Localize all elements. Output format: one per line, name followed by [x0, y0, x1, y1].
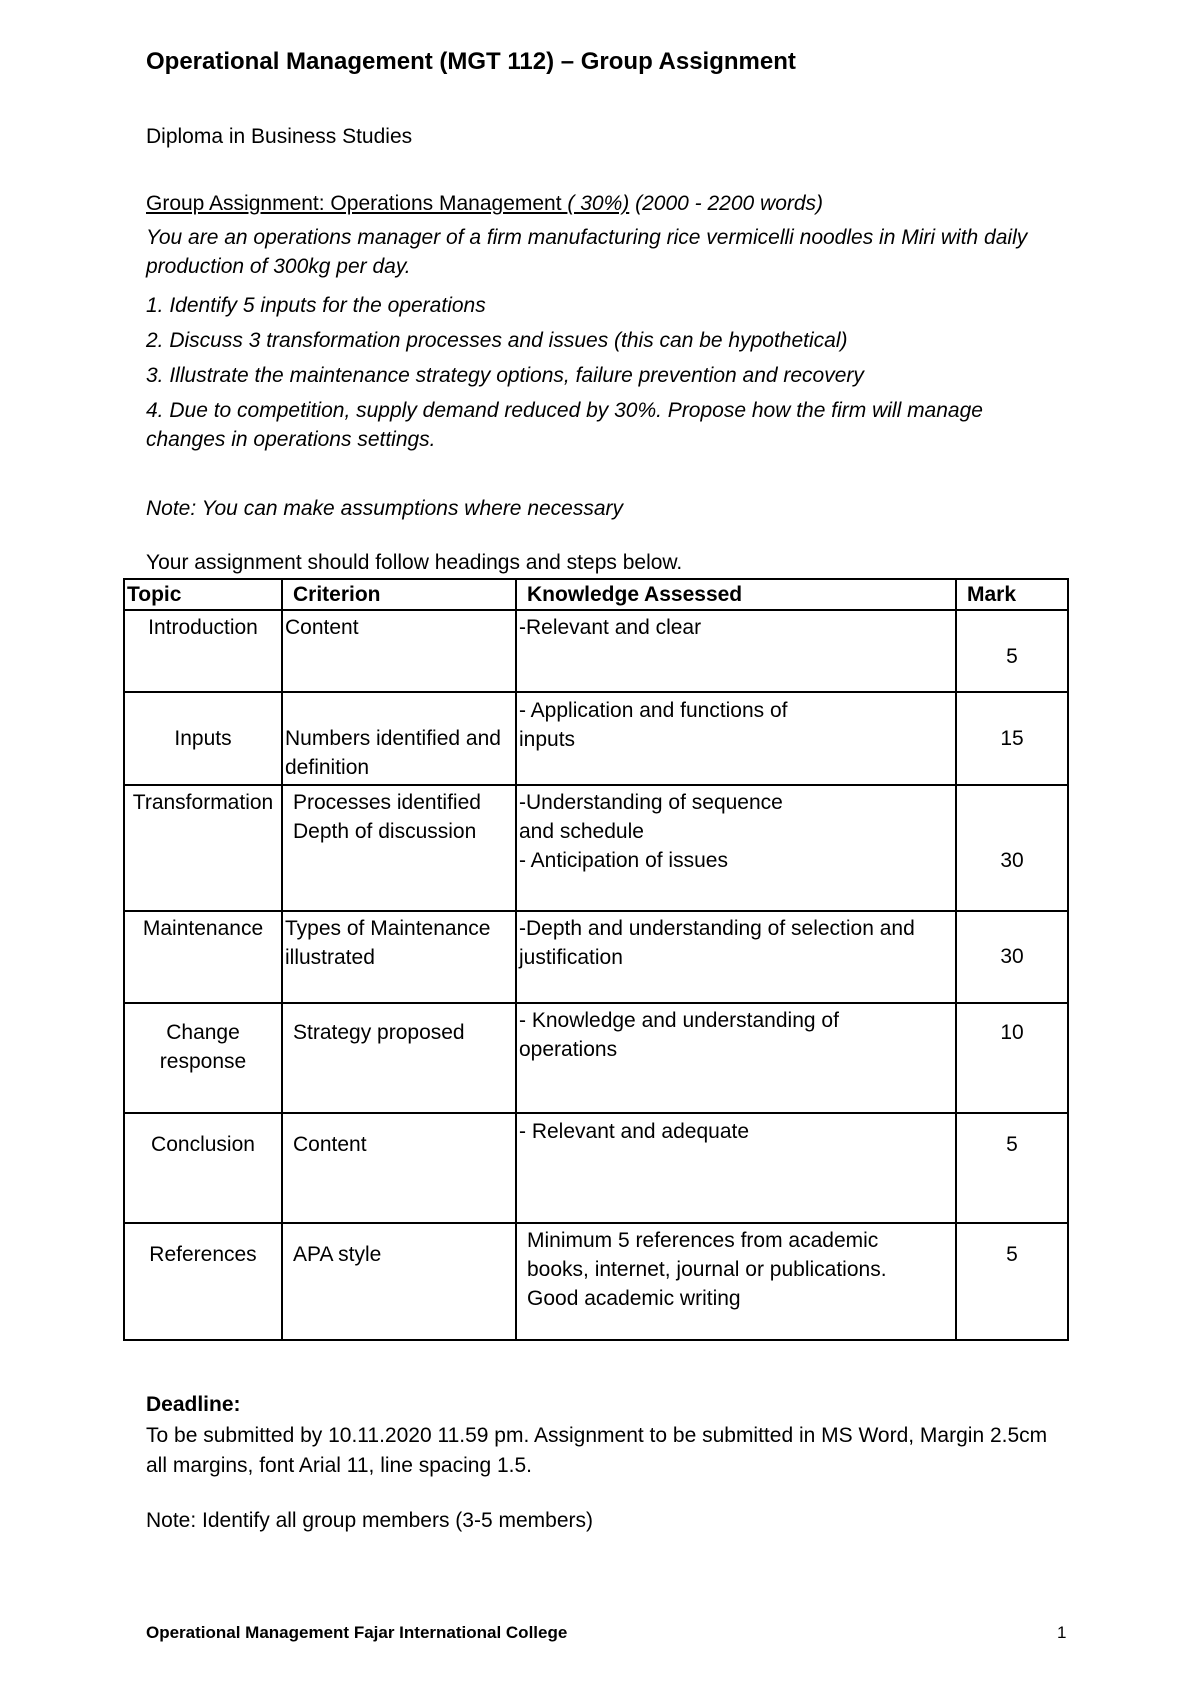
mark-cell [956, 911, 1068, 1003]
mark-value: 30 [1000, 849, 1024, 872]
knowledge-cell: - Application and functions of inputs [516, 692, 956, 785]
table-row [124, 1223, 1068, 1340]
assignment-heading-text: Group Assignment: Operations Management [146, 192, 568, 215]
knowledge-line: - Anticipation of issues [519, 849, 728, 872]
group-members-note: Note: Identify all group members (3-5 members) [146, 1509, 593, 1532]
mark-cell [956, 1113, 1068, 1223]
mark-value: 15 [1000, 727, 1024, 750]
knowledge-cell: -Depth and understanding of selection and justification [516, 911, 956, 1003]
mark-cell [956, 1223, 1068, 1340]
criterion-cell: Content [282, 610, 516, 692]
assignment-heading [146, 192, 823, 216]
knowledge-cell: - Relevant and adequate [516, 1113, 956, 1223]
deadline-heading: Deadline: [146, 1393, 241, 1416]
topic-cell: Maintenance [124, 911, 282, 1003]
mark-value: 5 [1006, 1243, 1018, 1266]
steps-intro: Your assignment should follow headings and steps below. [146, 551, 683, 574]
table-row [124, 1003, 1068, 1113]
footer-text: Operational Management Fajar International College [146, 1623, 568, 1642]
mark-cell [956, 785, 1068, 911]
table-row [124, 610, 1068, 692]
topic-cell: Transformation [124, 785, 282, 911]
mark-cell [956, 1003, 1068, 1113]
topic-text: Inputs [174, 727, 232, 750]
knowledge-cell: - Knowledge and understanding of operations [516, 1003, 956, 1113]
mark-value: 5 [1006, 645, 1018, 668]
topic-cell: References [124, 1223, 282, 1340]
mark-cell [956, 610, 1068, 692]
table-row [124, 911, 1068, 1003]
document-title: Operational Management (MGT 112) – Group Assignment [146, 48, 796, 75]
knowledge-cell [516, 785, 956, 911]
knowledge-line: -Understanding of sequence [519, 791, 783, 814]
table-row [124, 785, 1068, 911]
program-name: Diploma in Business Studies [146, 125, 413, 148]
task-2: 2. Discuss 3 transformation processes and issues (this can be hypothetical) [146, 329, 848, 352]
mark-value: 10 [1000, 1021, 1024, 1044]
header-knowledge: Knowledge Assessed [516, 579, 956, 610]
topic-cell [124, 692, 282, 785]
header-mark: Mark [956, 579, 1068, 610]
rubric-header-row [124, 579, 1068, 610]
topic-cell: Introduction [124, 610, 282, 692]
knowledge-cell: Minimum 5 references from academic books, internet, journal or publications. Good academic writing [516, 1223, 956, 1340]
criterion-cell: APA style [282, 1223, 516, 1340]
header-criterion: Criterion [282, 579, 516, 610]
mark-value: 30 [1000, 945, 1024, 968]
header-topic: Topic [124, 579, 282, 610]
task-3: 3. Illustrate the maintenance strategy options, failure prevention and recovery [146, 364, 864, 387]
deadline-text: To be submitted by 10.11.2020 11.59 pm. Assignment to be submitted in MS Word, Margin 2.5cm all margins, font Arial 11, line spacing 1.5. [146, 1424, 1048, 1477]
assignment-weight: ( 30%) [567, 192, 630, 215]
knowledge-cell: -Relevant and clear [516, 610, 956, 692]
task-1: 1. Identify 5 inputs for the operations [146, 294, 486, 317]
page-number: 1 [1057, 1623, 1067, 1642]
mark-value: 5 [1006, 1133, 1018, 1156]
criterion-cell: Strategy proposed [282, 1003, 516, 1113]
topic-cell: Change response [124, 1003, 282, 1113]
criterion-cell: Numbers identified and definition [282, 692, 516, 785]
scenario-text: You are an operations manager of a firm manufacturing rice vermicelli noodles in Miri with daily production of 300kg per day. [146, 226, 1028, 278]
topic-cell: Conclusion [124, 1113, 282, 1223]
assignment-word-count: (2000 - 2200 words) [629, 192, 824, 215]
task-4: 4. Due to competition, supply demand reduced by 30%. Propose how the firm will manage changes in operations settings. [146, 399, 983, 451]
criterion-cell: Content [282, 1113, 516, 1223]
table-row [124, 692, 1068, 785]
criterion-cell: Processes identified Depth of discussion [282, 785, 516, 911]
assumption-note: Note: You can make assumptions where necessary [146, 497, 624, 520]
knowledge-line: and schedule [519, 820, 644, 843]
mark-cell [956, 692, 1068, 785]
criterion-cell: Types of Maintenance illustrated [282, 911, 516, 1003]
rubric-table [123, 578, 1069, 1341]
table-row [124, 1113, 1068, 1223]
